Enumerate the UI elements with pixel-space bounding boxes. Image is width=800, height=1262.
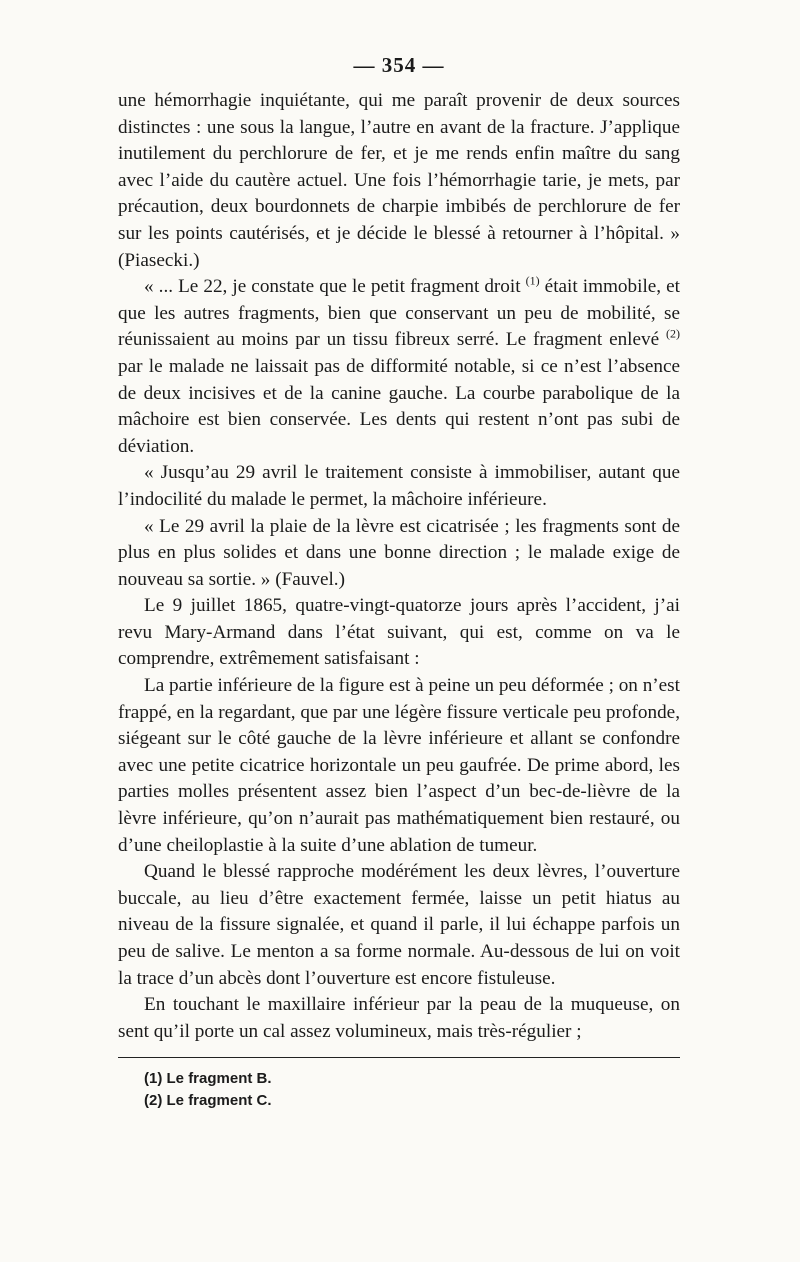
- paragraph-5: Le 9 juillet 1865, quatre-vingt-quatorze jours après l’accident, j’ai revu Mary-Armand dans l’état suivant, qui est, comme on va le comprendre, extrêmement satisfaisant :: [118, 595, 680, 670]
- paragraph-2-part-1: « ... Le 22, je constate que le petit fragment droit: [144, 276, 526, 298]
- paragraph-6: La partie inférieure de la figure est à peine un peu déformée ; on n’est frappé, en la regardant, que par une légère fissure verticale peu profonde, siégeant sur le côté gauche de la lèvre inférieure et allant se confondre avec une petite cicatrice horizontale un peu gaufrée. De prime abord, les parties molles présentent assez bien l’aspect d’un bec-de-lièvre de la lèvre inférieure, qu’on n’aurait pas mathématiquement bien restauré, ou d’une cheiloplastie à la suite d’une ablation de tumeur.: [118, 675, 680, 856]
- page-number: — 354 —: [353, 53, 445, 77]
- footnote-ref-2: (2): [666, 326, 680, 341]
- footnote-2-mark: (2): [144, 1092, 163, 1110]
- paragraph-4: « Le 29 avril la plaie de la lèvre est cicatrisée ; les fragments sont de plus en plus solides et dans une bonne direction ; le malade exige de nouveau sa sortie. » (Fauvel.): [118, 515, 680, 590]
- footnotes: [118, 1068, 680, 1112]
- footnote-ref-1: (1): [525, 273, 540, 288]
- footnote-2-text: Le fragment C.: [166, 1092, 272, 1110]
- paragraph-1: une hémorrhagie inquiétante, qui me paraît provenir de deux sources distinctes : une sous la langue, l’autre en avant de la fracture. J’applique inutilement du perchlorure de fer, et je me rends enfin maître du sang avec l’aide du cautère actuel. Une fois l’hémorrhagie tarie, je mets, par précaution, deux bourdonnets de charpie imbibés de perchlorure de fer sur les points cautérisés, et je décide le blessé à retourner à l’hôpital. » (Piasecki.): [118, 90, 680, 271]
- footnote-1-mark: (1): [144, 1070, 163, 1088]
- footnote-1: [144, 1068, 680, 1090]
- paragraph-2-part-2: était immobile, et que les autres fragments, bien que conservant un peu de mobilité, se réunissaient au moins par un tissu fibreux serré. Le fragment enlevé: [118, 276, 680, 351]
- body-text: [118, 88, 680, 1045]
- footnote-2: [144, 1090, 680, 1112]
- book-page: [118, 52, 680, 1112]
- footnote-1-text: Le fragment B.: [166, 1070, 272, 1088]
- paragraph-3: « Jusqu’au 29 avril le traitement consiste à immobiliser, autant que l’indocilité du malade le permet, la mâchoire inférieure.: [118, 462, 680, 510]
- paragraph-2-part-3: par le malade ne laissait pas de difformité notable, si ce n’est l’absence de deux incisives et de la canine gauche. La courbe parabolique de la mâchoire est bien conservée. Les dents qui restent n’ont pas subi de déviation.: [118, 355, 680, 457]
- paragraph-7: Quand le blessé rapproche modérément les deux lèvres, l’ouverture buccale, au lieu d’être exactement fermée, laisse un petit hiatus au niveau de la fissure signalée, et quand il parle, il lui échappe parfois un peu de salive. Le menton a sa forme normale. Au-dessous de lui on voit la trace d’un abcès dont l’ouverture est encore fistuleuse.: [118, 861, 680, 989]
- paragraph-2: [118, 274, 680, 460]
- paragraph-8: En touchant le maxillaire inférieur par la peau de la muqueuse, on sent qu’il porte un cal assez volumineux, mais très-régulier ;: [118, 994, 680, 1042]
- footnote-divider: [118, 1057, 680, 1058]
